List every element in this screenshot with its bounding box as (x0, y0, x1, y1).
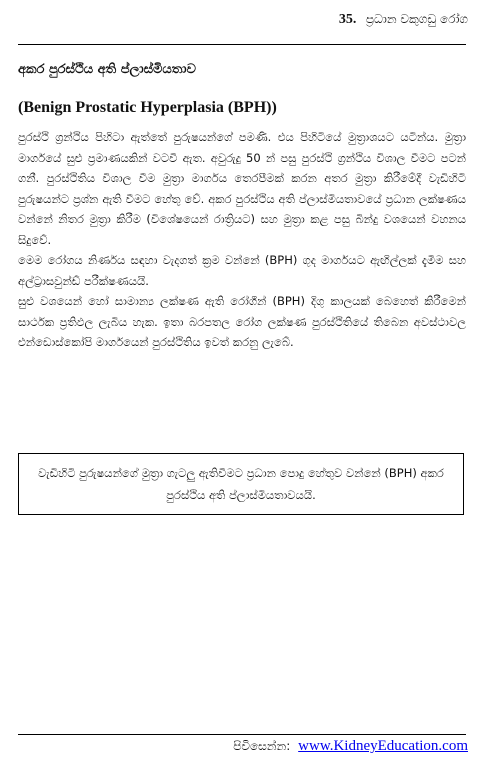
paragraph-diagnosis: මෙම රෝගය නිර්ණය සඳහා වැදගත් ක්‍රම වන්නේ (BPH) ගුද මාර්ගයට ඇඟිල්ලක් දැමීම සහ අල්ට්‍රාසවුන්ඩ් පරීක්ෂණයයි. (18, 253, 466, 288)
website-link[interactable]: www.KidneyEducation.com (298, 738, 468, 754)
section-subtitle: (Benign Prostatic Hyperplasia (BPH)) (18, 99, 277, 116)
paragraph-treatment: සුළු වශයෙන් හෝ සාමාන්‍ය ලක්ෂණ ඇති රෝගීන් (BPH) දිගු කාලයක් බෙහෙත් කිරීමෙන් සාර්ථක ප්‍රතිඵල ලැබිය හැක. ඉතා බරපතල රෝග ලක්ෂණ පුරස්ථිතියේ තිබෙන අවස්ථාවල එන්ඩොස්කෝපි මාර්ගයෙන් පුරස්ථිතිය ඉවත් කරනු ලැබේ. (18, 294, 466, 349)
header-divider (18, 44, 466, 45)
summary-note-text: වැඩිහිටි පුරුෂයන්ගේ මුත්‍රා ගැටලු ඇතිවීමට ප්‍රධාන පොදු හේතුව වන්නේ (BPH) අකර පුරස්ථිය අති ප්ලාස්මියතාවයයි. (38, 466, 444, 502)
chapter-number: 35. (338, 12, 357, 27)
page-footer (233, 738, 468, 755)
paragraph-intro: පුරස්ථි ග්‍රන්ථිය පිහිටා ඇත්තේ පුරුෂයන්ගේ පමණි. එය පිහිටියේ මුත්‍රාශයට යටින්ය. මුත්‍රා මාර්ගයේ සුළු ප්‍රමාණයකින් වටවී ඇත. අවුරුදු 50 න් පසු පුරස්ථි ග්‍රන්ථිය විශාල වීමට පටන් ගනී. පුරස්ථිතිය විශාල වීම මුත්‍රා මාර්ගය තෙරපීමක් කරන අතර මුත්‍රා කිරීමේදී වැඩිහිටි පුරුෂයන්ට ප්‍රශ්න ඇති වීමට හේතු වේ. අකර පුරස්ථිය අති ප්ලාස්මියතාවයේ ප්‍රධාන ලක්ෂණය වන්නේ නිතර මුත්‍රා කිරීම (විශේෂයෙන් රාත්‍රියට) සහ මුත්‍රා කළ පසු බින්දු වශයෙන් වහනය සිදුවේ. (18, 130, 466, 247)
chapter-title: ප්‍රධාන වකුගඩු රෝග (365, 12, 468, 26)
article-body (18, 62, 466, 353)
footer-divider (18, 734, 466, 735)
page-header (339, 12, 468, 28)
section-title: අකර පුරස්ථිය අති ප්ලාස්මියතාව (18, 62, 196, 77)
footer-label: පිවිසෙන්න: (233, 739, 291, 753)
summary-note-box (18, 453, 464, 515)
